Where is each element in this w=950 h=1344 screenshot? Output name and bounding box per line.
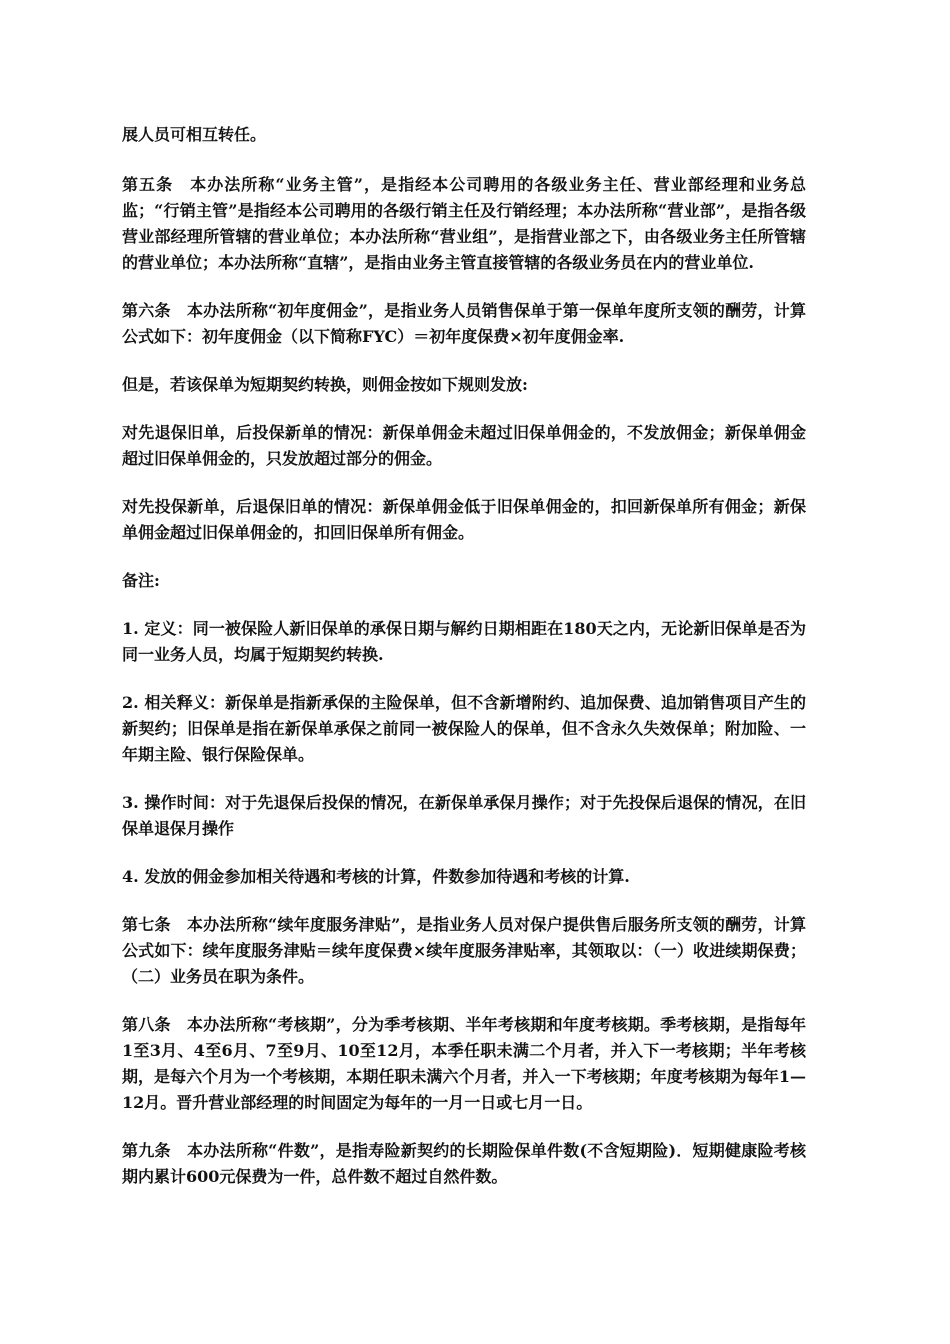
notes-heading: 备注: (122, 571, 160, 590)
article-7-paragraph: 第七条 本办法所称“续年度服务津贴”，是指业务人员对保户提供售后服务所支领的酬劳，计算公式如下：续年度服务津贴＝续年度保费×续年度服务津贴率，其领取以：（一）收进续期保费；（二）业务员在职为条件。 (122, 915, 806, 986)
insure-first-paragraph: 对先投保新单，后退保旧单的情况：新保单佣金低于旧保单佣金的，扣回新保单所有佣金；新保单佣金超过旧保单佣金的，扣回旧保单所有佣金。 (122, 497, 806, 542)
note-4-commission: 4. 发放的佣金参加相关待遇和考核的计算，件数参加待遇和考核的计算. (122, 867, 630, 886)
paragraph-continuation: 展人员可相互转任。 (122, 125, 267, 144)
article-8-paragraph: 第八条 本办法所称“考核期”，分为季考核期、半年考核期和年度考核期。季考核期，是指每年1至3月、4至6月、7至9月、10至12月，本季任职未满二个月者，并入下一考核期；半年考核期，是每六个月为一个考核期，本期任职未满六个月者，并入一下考核期；年度考核期为每年1—12月。晋升营业部经理的时间固定为每年的一月一日或七月一日。 (122, 1015, 806, 1112)
note-1-definition: 1. 定义：同一被保险人新旧保单的承保日期与解约日期相距在180天之内，无论新旧保单是否为同一业务人员，均属于短期契约转换. (122, 619, 806, 664)
document-page (122, 122, 806, 1212)
note-3-operation-time: 3. 操作时间：对于先退保后投保的情况，在新保单承保月操作；对于先投保后退保的情况，在旧保单退保月操作 (122, 793, 806, 838)
short-term-conversion-paragraph: 但是，若该保单为短期契约转换，则佣金按如下规则发放: (122, 375, 528, 394)
article-5-paragraph: 第五条 本办法所称“业务主管”，是指经本公司聘用的各级业务主任、营业部经理和业务总监；“行销主管”是指经本公司聘用的各级行销主任及行销经理；本办法所称“营业部”，是指各级营业部经理所管辖的营业单位；本办法所称“营业组”，是指营业部之下，由各级业务主任所管辖的营业单位；本办法所称“直辖”，是指由业务主管直接管辖的各级业务员在内的营业单位. (122, 175, 806, 272)
note-2-interpretation: 2. 相关释义：新保单是指新承保的主险保单，但不含新增附约、追加保费、追加销售项目产生的新契约；旧保单是指在新保单承保之前同一被保险人的保单，但不含永久失效保单；附加险、一年期主险、银行保险保单。 (122, 693, 806, 764)
surrender-first-paragraph: 对先退保旧单，后投保新单的情况：新保单佣金未超过旧保单佣金的，不发放佣金；新保单佣金超过旧保单佣金的，只发放超过部分的佣金。 (122, 423, 806, 468)
article-9-paragraph: 第九条 本办法所称“件数”，是指寿险新契约的长期险保单件数(不含短期险)．短期健康险考核期内累计600元保费为一件，总件数不超过自然件数。 (122, 1141, 806, 1186)
article-6-paragraph: 第六条 本办法所称“初年度佣金”，是指业务人员销售保单于第一保单年度所支领的酬劳，计算公式如下：初年度佣金（以下简称FYC）＝初年度保费×初年度佣金率. (122, 301, 806, 346)
